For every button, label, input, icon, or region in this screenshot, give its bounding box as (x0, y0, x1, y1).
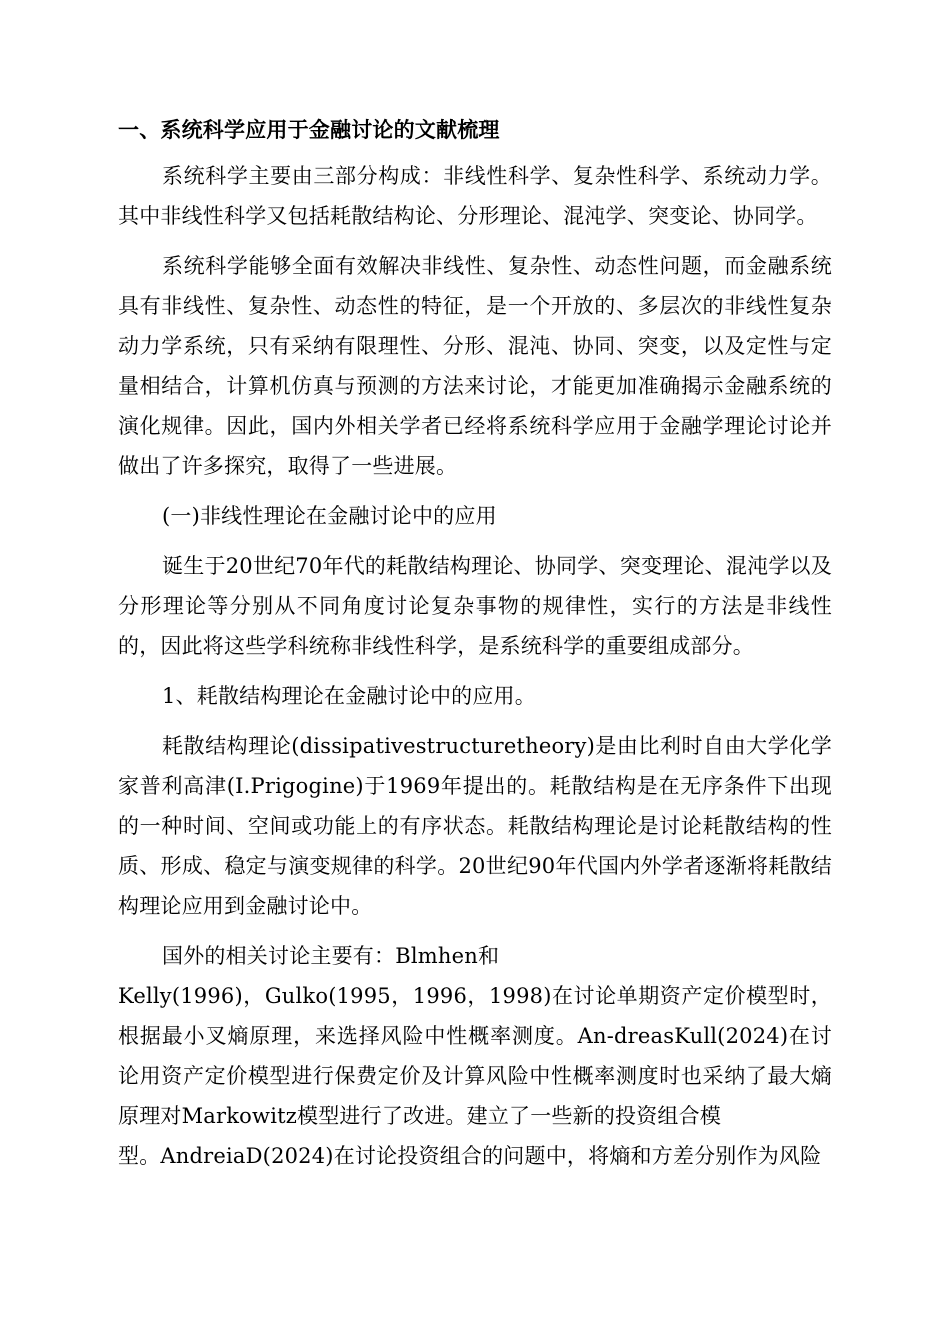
subsection-heading-dissipative: 1、耗散结构理论在金融讨论中的应用。 (162, 684, 536, 708)
paragraph-line: 型。AndreiaD(2024)在讨论投资组合的问题中，将熵和方差分别作为风险 (118, 1144, 822, 1168)
paragraph-line: 国外的相关讨论主要有：Blmhen和 (162, 944, 500, 968)
paragraph-foreign-research (118, 936, 832, 1176)
paragraph-line: Kelly(1996)，Gulko(1995，1996，1998)在讨论单期资产定价模型时，根据最小叉熵原理，来选择风险中性概率测度。An-dreasKull(2024)在讨论用资产定价模型进行保费定价及计算风险中性概率测度时也采纳了最大熵原理对Markowitz模型进行了改进。建立了一些新的投资组合模 (118, 984, 832, 1128)
paragraph-system-science-finance: 系统科学能够全面有效解决非线性、复杂性、动态性问题，而金融系统具有非线性、复杂性、动态性的特征，是一个开放的、多层次的非线性复杂动力学系统，只有采纳有限理性、分形、混沌、协同、突变，以及定性与定量相结合，计算机仿真与预测的方法来讨论，才能更加准确揭示金融系统的演化规律。因此，国内外相关学者已经将系统科学应用于金融学理论讨论并做出了许多探究，取得了一些进展。 (118, 254, 832, 478)
paragraph-dissipative-structure: 耗散结构理论(dissipativestructuretheory)是由比利时自由大学化学家普利高津(I.Prigogine)于1969年提出的。耗散结构是在无序条件下出现的一种时间、空间或功能上的有序状态。耗散结构理论是讨论耗散结构的性质、形成、稳定与演变规律的科学。20世纪90年代国内外学者逐渐将耗散结构理论应用到金融讨论中。 (118, 734, 832, 918)
subsection-heading-nonlinear: (一)非线性理论在金融讨论中的应用 (162, 504, 497, 528)
section-heading: 一、系统科学应用于金融讨论的文献梳理 (118, 118, 500, 142)
paragraph-system-science-components: 系统科学主要由三部分构成：非线性科学、复杂性科学、系统动力学。其中非线性科学又包括耗散结构论、分形理论、混沌学、突变论、协同学。 (118, 164, 832, 228)
document-page (118, 110, 832, 1186)
paragraph-nonlinear-science: 诞生于20世纪70年代的耗散结构理论、协同学、突变理论、混沌学以及分形理论等分别从不同角度讨论复杂事物的规律性，实行的方法是非线性的，因此将这些学科统称非线性科学，是系统科学的重要组成部分。 (118, 554, 832, 658)
